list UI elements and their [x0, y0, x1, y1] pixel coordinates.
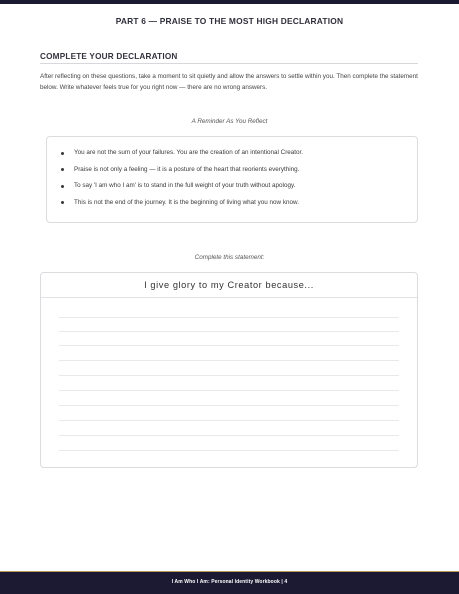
writing-line[interactable] [59, 345, 399, 346]
bullet-icon [61, 168, 64, 171]
footer-text: I Am Who I Am: Personal Identity Workbook | 4 [171, 579, 288, 585]
reminder-item [61, 149, 411, 166]
writing-line[interactable] [59, 317, 399, 318]
complete-statement-label: Complete this statement: [194, 254, 265, 261]
section-heading: COMPLETE YOUR DECLARATION [40, 52, 178, 61]
writing-line[interactable] [59, 420, 399, 421]
reminder-item [61, 166, 411, 183]
part-title: PART 6 — PRAISE TO THE MOST HIGH DECLARATION [115, 16, 344, 26]
writing-line[interactable] [59, 405, 399, 406]
statement-writing-box[interactable] [40, 272, 418, 468]
reminder-item-text: Praise is not only a feeling — it is a posture of the heart that reorients everything. [74, 165, 300, 173]
top-bar [0, 0, 459, 4]
writing-line[interactable] [59, 435, 399, 436]
writing-line[interactable] [59, 360, 399, 361]
reminder-item-text: You are not the sum of your failures. You are the creation of an intentional Creator. [74, 149, 304, 156]
writing-line[interactable] [59, 390, 399, 391]
reminder-item-text: This is not the end of the journey. It is the beginning of living what you now know. [74, 198, 299, 206]
reminder-item-text: To say 'I am who I am' is to stand in the full weight of your truth without apology. [74, 182, 296, 189]
intro-paragraph: After reflecting on these questions, take a moment to sit quietly and allow the answers to settle within you. Then complete the statement below. Write whatever feels true for you right now — there are no wrong answers. [40, 73, 418, 91]
footer-bar [0, 571, 459, 594]
writing-line[interactable] [59, 331, 399, 332]
bullet-icon [61, 152, 64, 155]
reminder-item [61, 182, 411, 199]
statement-prompt: I give glory to my Creator because... [144, 280, 314, 290]
bullet-icon [61, 185, 64, 188]
reminder-box [46, 136, 418, 223]
footer-accent-rule [0, 571, 459, 572]
bullet-icon [61, 201, 64, 204]
reminder-label: A Reminder As You Reflect [191, 118, 268, 125]
reminder-list [61, 149, 411, 215]
writing-line[interactable] [59, 375, 399, 376]
prompt-divider [41, 297, 417, 298]
reminder-item [61, 199, 411, 216]
writing-line[interactable] [59, 450, 399, 451]
heading-divider [40, 63, 418, 64]
